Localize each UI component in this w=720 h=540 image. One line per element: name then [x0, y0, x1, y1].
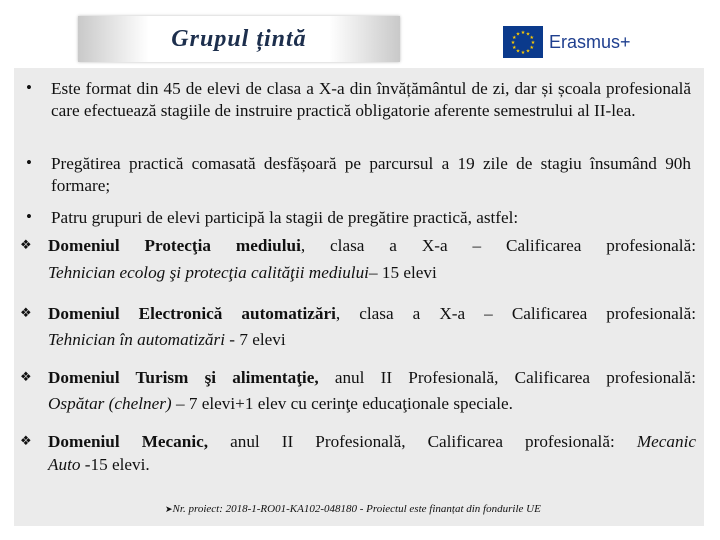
domain-name: Domeniul Turism şi alimentaţie,	[48, 368, 319, 387]
domain-line	[48, 431, 696, 453]
svg-text:★: ★	[515, 48, 521, 55]
bullet-symbol: •	[26, 153, 32, 172]
domain-line	[48, 303, 696, 325]
content-panel	[14, 68, 704, 526]
svg-text:★: ★	[515, 31, 521, 38]
domain-name: Domeniul Electronică automatizări	[48, 304, 336, 323]
domain-profession-part: Mecanic	[636, 432, 696, 451]
svg-text:★: ★	[529, 45, 534, 51]
domain-count: – 15 elevi	[368, 263, 437, 282]
domain-qualification: , clasa a X-a – Calificarea profesională:	[300, 236, 696, 255]
arrow-icon: ➤	[165, 505, 173, 515]
svg-text:★: ★	[512, 45, 517, 51]
erasmus-logo	[503, 25, 631, 59]
domain-line	[48, 235, 696, 257]
svg-text:★: ★	[520, 30, 526, 36]
slide-title: Grupul țintă	[171, 25, 307, 52]
erasmus-logo-text: Erasmus+	[549, 31, 631, 52]
domain-qualification: anul II Profesională, Calificarea profesională:	[318, 368, 696, 387]
svg-text:★: ★	[525, 31, 531, 38]
eu-flag-icon	[503, 26, 543, 58]
diamond-bullet-icon: ❖	[20, 306, 32, 321]
domain-line	[48, 329, 696, 351]
svg-text:★: ★	[529, 35, 534, 41]
svg-text:★: ★	[530, 40, 536, 46]
bullet-text: Pregătirea practică comasată desfășoară pe parcursul a 19 zile de stagiu însumând 90h formare;	[51, 154, 691, 195]
domain-qualification: anul II Profesională, Calificarea profesională:	[208, 432, 637, 451]
title-banner	[78, 16, 400, 62]
domain-profession: Tehnician ecolog şi protecţia calităţii mediului	[48, 263, 369, 282]
bullet-symbol: •	[26, 207, 32, 226]
domain-line	[48, 393, 696, 415]
bullet-symbol: •	[26, 78, 32, 97]
domain-name: Domeniul Protecţia mediului	[48, 236, 301, 255]
domain-line	[48, 262, 696, 284]
footer-text: Nr. proiect: 2018-1-RO01-KA102-048180 - Proiectul este finanțat din fondurile UE	[172, 503, 541, 515]
svg-text:★: ★	[510, 40, 516, 46]
domain-line	[48, 367, 696, 389]
project-footer	[165, 503, 541, 515]
diamond-bullet-icon: ❖	[20, 238, 32, 253]
domain-qualification: , clasa a X-a – Calificarea profesională:	[335, 304, 696, 323]
domain-line	[48, 454, 696, 476]
svg-text:★: ★	[512, 35, 517, 41]
bullet-text: Este format din 45 de elevi de clasa a X-a din învățământul de zi, dar și școala profesională care efectuează stagiile de instruire practică obligatorie aferente semestrului al II-lea.	[51, 79, 691, 120]
domain-profession: Auto	[48, 455, 81, 474]
domain-name: Domeniul Mecanic,	[48, 432, 209, 451]
svg-text:★: ★	[520, 50, 526, 56]
domain-count: – 7 elevi+1 elev cu cerinţe educaţionale speciale.	[171, 394, 513, 413]
domain-profession: Ospătar (chelner)	[48, 394, 172, 413]
svg-text:★: ★	[525, 48, 531, 55]
domain-profession: Tehnician în automatizări	[48, 330, 225, 349]
diamond-bullet-icon: ❖	[20, 434, 32, 449]
bullet-text: Patru grupuri de elevi participă la stagii de pregătire practică, astfel:	[51, 208, 519, 227]
domain-count: -15 elevi.	[80, 455, 150, 474]
diamond-bullet-icon: ❖	[20, 370, 32, 385]
domain-count: - 7 elevi	[225, 330, 286, 349]
